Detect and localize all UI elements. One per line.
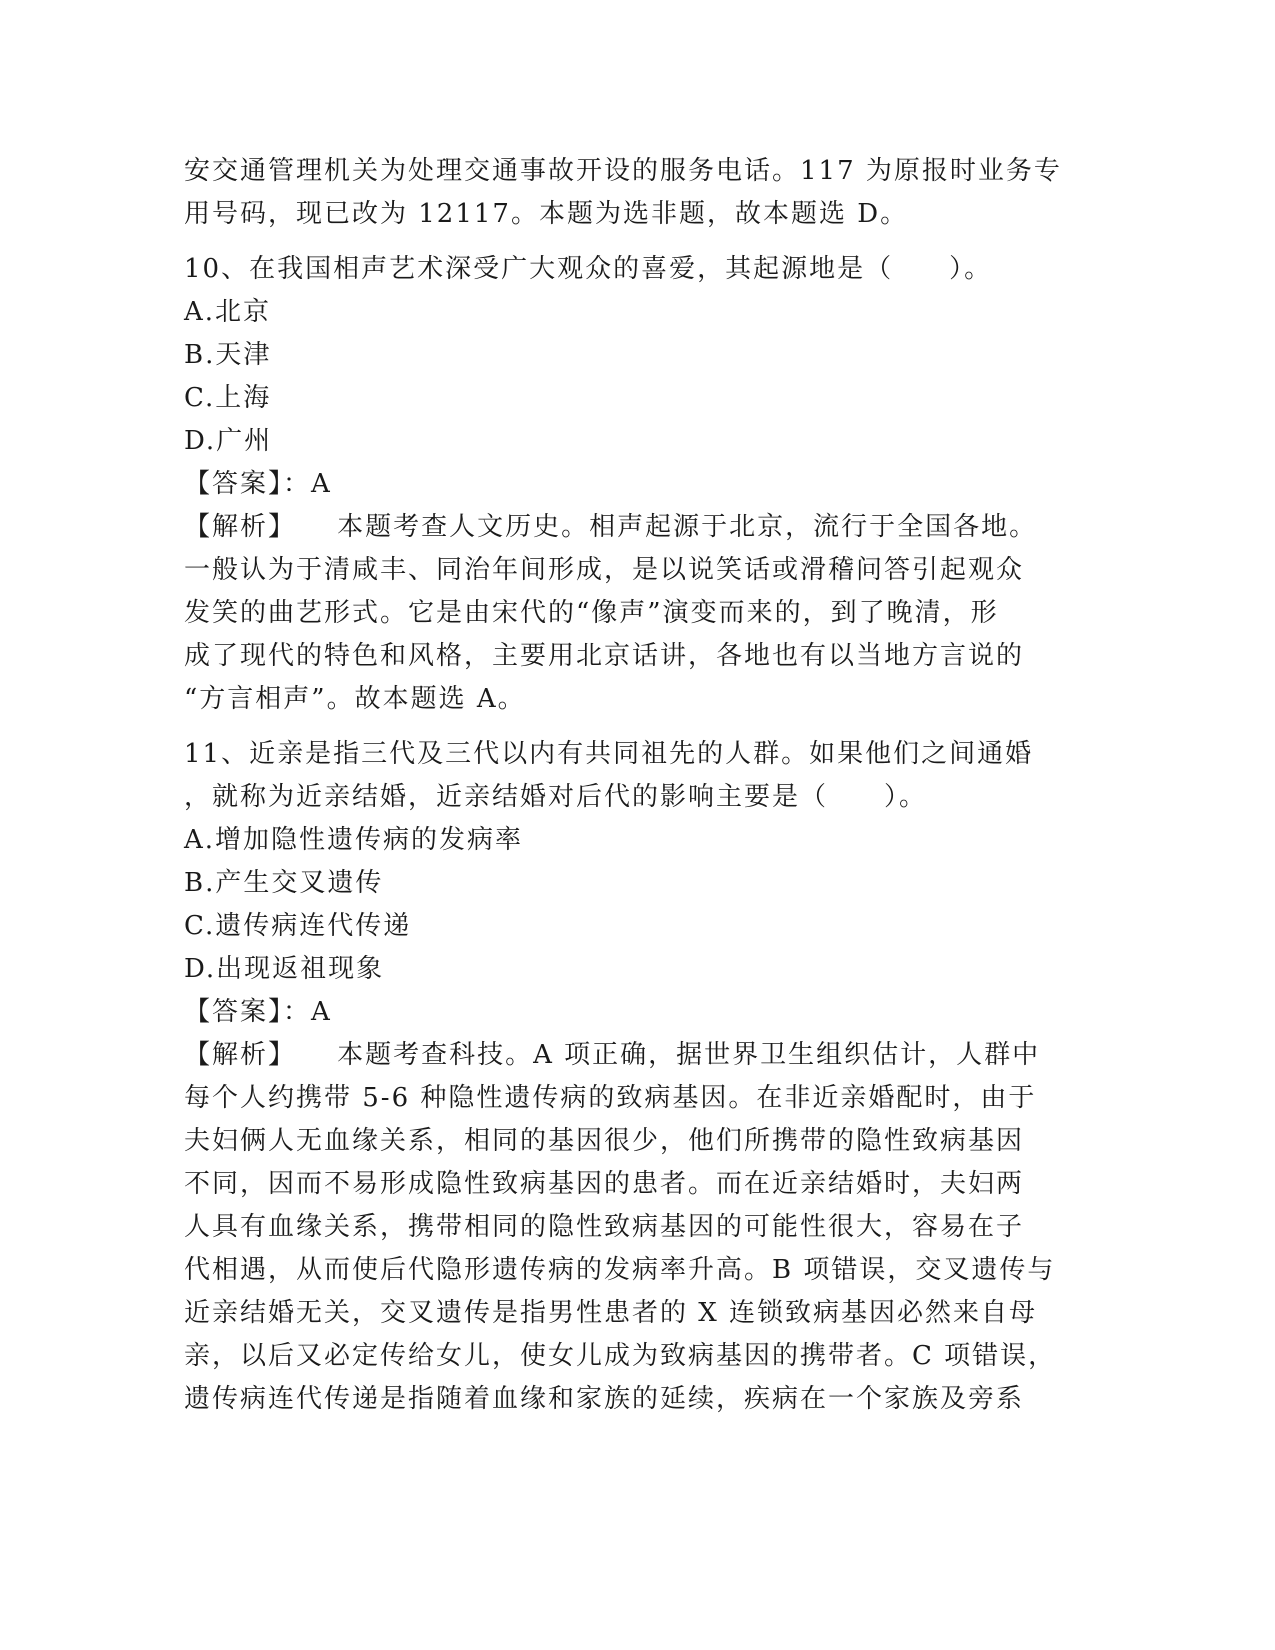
- answer-label: 【答案】：: [184, 997, 312, 1027]
- option-d: D.出现返祖现象: [184, 954, 385, 984]
- analysis-text: 遗传病连代传递是指随着血缘和家族的延续，疾病在一个家族及旁系: [184, 1384, 1025, 1414]
- analysis-label: 【解析】: [184, 512, 297, 542]
- continuation-block: [184, 150, 1084, 236]
- option-d: D.广州: [184, 426, 273, 456]
- analysis-text: 成了现代的特色和风格，主要用北京话讲，各地也有以当地方言说的: [184, 641, 1025, 671]
- option-a: A.北京: [184, 297, 272, 327]
- analysis-text: 不同，因而不易形成隐性致病基因的患者。而在近亲结婚时，夫妇两: [184, 1169, 1025, 1199]
- analysis-line: [184, 506, 1084, 549]
- question-stem: ，就称为近亲结婚，近亲结婚对后代的影响主要是（ ）。: [184, 782, 928, 812]
- analysis-text: 近亲结婚无关，交叉遗传是指男性患者的 X 连锁致病基因必然来自母: [184, 1298, 1038, 1328]
- answer-line: [184, 463, 1084, 506]
- option-c: C.上海: [184, 383, 272, 413]
- analysis-text: 本题考查人文历史。相声起源于北京，流行于全国各地。: [337, 512, 1038, 542]
- analysis-text: 人具有血缘关系，携带相同的隐性致病基因的可能性很大，容易在子: [184, 1212, 1025, 1242]
- continuation-line: 用号码，现已改为 12117。本题为选非题，故本题选 D。: [184, 199, 909, 229]
- option-a: A.增加隐性遗传病的发病率: [184, 825, 524, 855]
- analysis-text: 本题考查科技。A 项正确，据世界卫生组织估计，人群中: [337, 1040, 1041, 1070]
- answer-value: A: [311, 469, 332, 499]
- analysis-text: 一般认为于清咸丰、同治年间形成，是以说笑话或滑稽问答引起观众: [184, 555, 1025, 585]
- analysis-line: [184, 1034, 1084, 1077]
- analysis-text: “方言相声”。故本题选 A。: [184, 684, 526, 714]
- analysis-text: 代相遇，从而使后代隐形遗传病的发病率升高。B 项错误，交叉遗传与: [184, 1255, 1056, 1285]
- option-b: B.天津: [184, 340, 272, 370]
- analysis-label: 【解析】: [184, 1040, 297, 1070]
- answer-label: 【答案】：: [184, 469, 312, 499]
- answer-line: [184, 991, 1084, 1034]
- analysis-text: 发笑的曲艺形式。它是由宋代的“像声”演变而来的，到了晚清，形: [184, 598, 999, 628]
- analysis-text: 亲，以后又必定传给女儿，使女儿成为致病基因的携带者。C 项错误，: [184, 1341, 1057, 1371]
- question-10: [184, 248, 1084, 721]
- answer-value: A: [311, 997, 332, 1027]
- question-stem: 10、在我国相声艺术深受广大观众的喜爱，其起源地是（ ）。: [184, 254, 993, 284]
- question-stem: 11、近亲是指三代及三代以内有共同祖先的人群。如果他们之间通婚: [184, 739, 1034, 769]
- document-page: [184, 150, 1084, 1421]
- analysis-text: 夫妇俩人无血缘关系，相同的基因很少，他们所携带的隐性致病基因: [184, 1126, 1025, 1156]
- question-11: [184, 733, 1084, 1421]
- continuation-line: 安交通管理机关为处理交通事故开设的服务电话。117 为原报时业务专: [184, 156, 1062, 186]
- option-c: C.遗传病连代传递: [184, 911, 412, 941]
- option-b: B.产生交叉遗传: [184, 868, 384, 898]
- analysis-text: 每个人约携带 5-6 种隐性遗传病的致病基因。在非近亲婚配时，由于: [184, 1083, 1037, 1113]
